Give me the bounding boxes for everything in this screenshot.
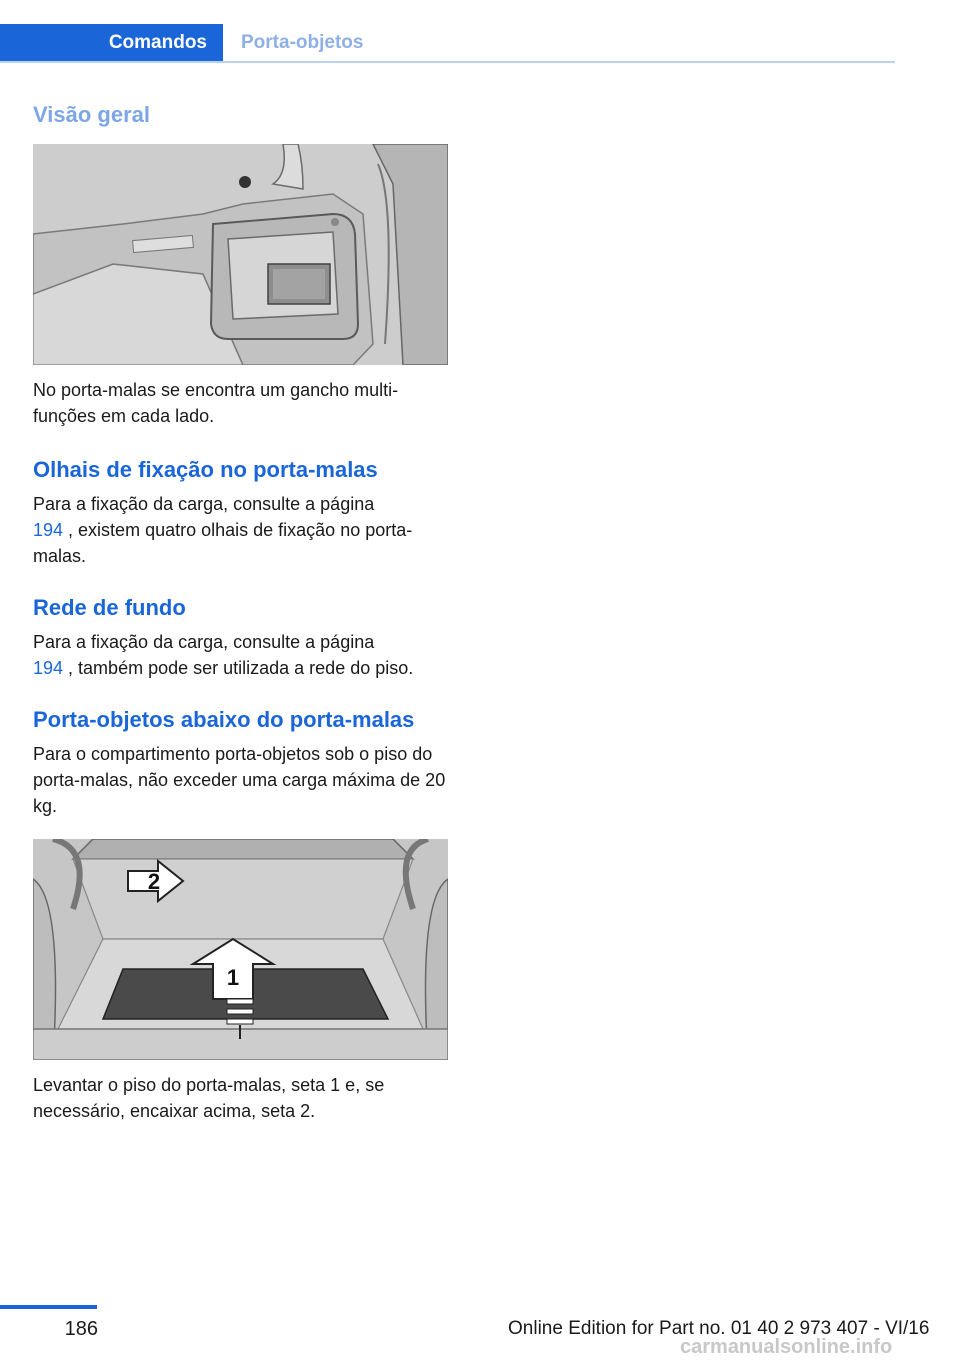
net-text-before: Para a fixação da carga, consulte a página (33, 632, 375, 652)
arrow-2-label: 2 (147, 869, 161, 894)
page-number: 186 (64, 1318, 98, 1340)
net-paragraph (33, 629, 448, 681)
lift-floor-paragraph: Levantar o piso do porta-malas, seta 1 e, se necessário, encaixar acima, seta 2. (33, 1075, 385, 1121)
section-title-underfloor-storage: Porta-objetos abaixo do porta-malas (33, 707, 415, 732)
section-title-fixing-eyes: Olhais de fixação no porta-malas (33, 457, 378, 482)
arrow-1-label: 1 (226, 965, 240, 990)
fixing-text-after: , existem quatro olhais de fixação no porta-malas. (33, 520, 413, 566)
page-link-194-net[interactable]: 194 (33, 658, 64, 678)
watermark: carmanualsonline.info (680, 1336, 893, 1358)
fixing-text-before: Para a fixação da carga, consulte a página (33, 494, 375, 514)
header-divider (0, 61, 895, 63)
storage-paragraph: Para o compartimento porta-objetos sob o piso do porta-malas, não exceder uma carga máxima de 20 kg. (33, 744, 446, 816)
net-text-after: , também pode ser utilizada a rede do piso. (63, 658, 414, 678)
tab-comandos[interactable]: Comandos (0, 24, 223, 62)
trunk-floor-illustration (33, 839, 448, 1060)
tab-porta-objetos[interactable]: Porta-objetos (241, 32, 364, 53)
overview-paragraph: No porta-malas se encontra um gancho multi-funções em cada lado. (33, 380, 399, 426)
edition-note: Online Edition for Part no. 01 40 2 973 407 - VI/16 (508, 1318, 930, 1339)
header-bar (0, 24, 895, 62)
page-link-194[interactable]: 194 (33, 520, 64, 540)
main-content (33, 100, 448, 1124)
section-title-floor-net: Rede de fundo (33, 595, 186, 620)
footer-accent-line (0, 1305, 97, 1309)
fixing-paragraph (33, 491, 448, 569)
section-title-overview: Visão geral (33, 102, 150, 127)
trunk-side-illustration (33, 144, 448, 365)
